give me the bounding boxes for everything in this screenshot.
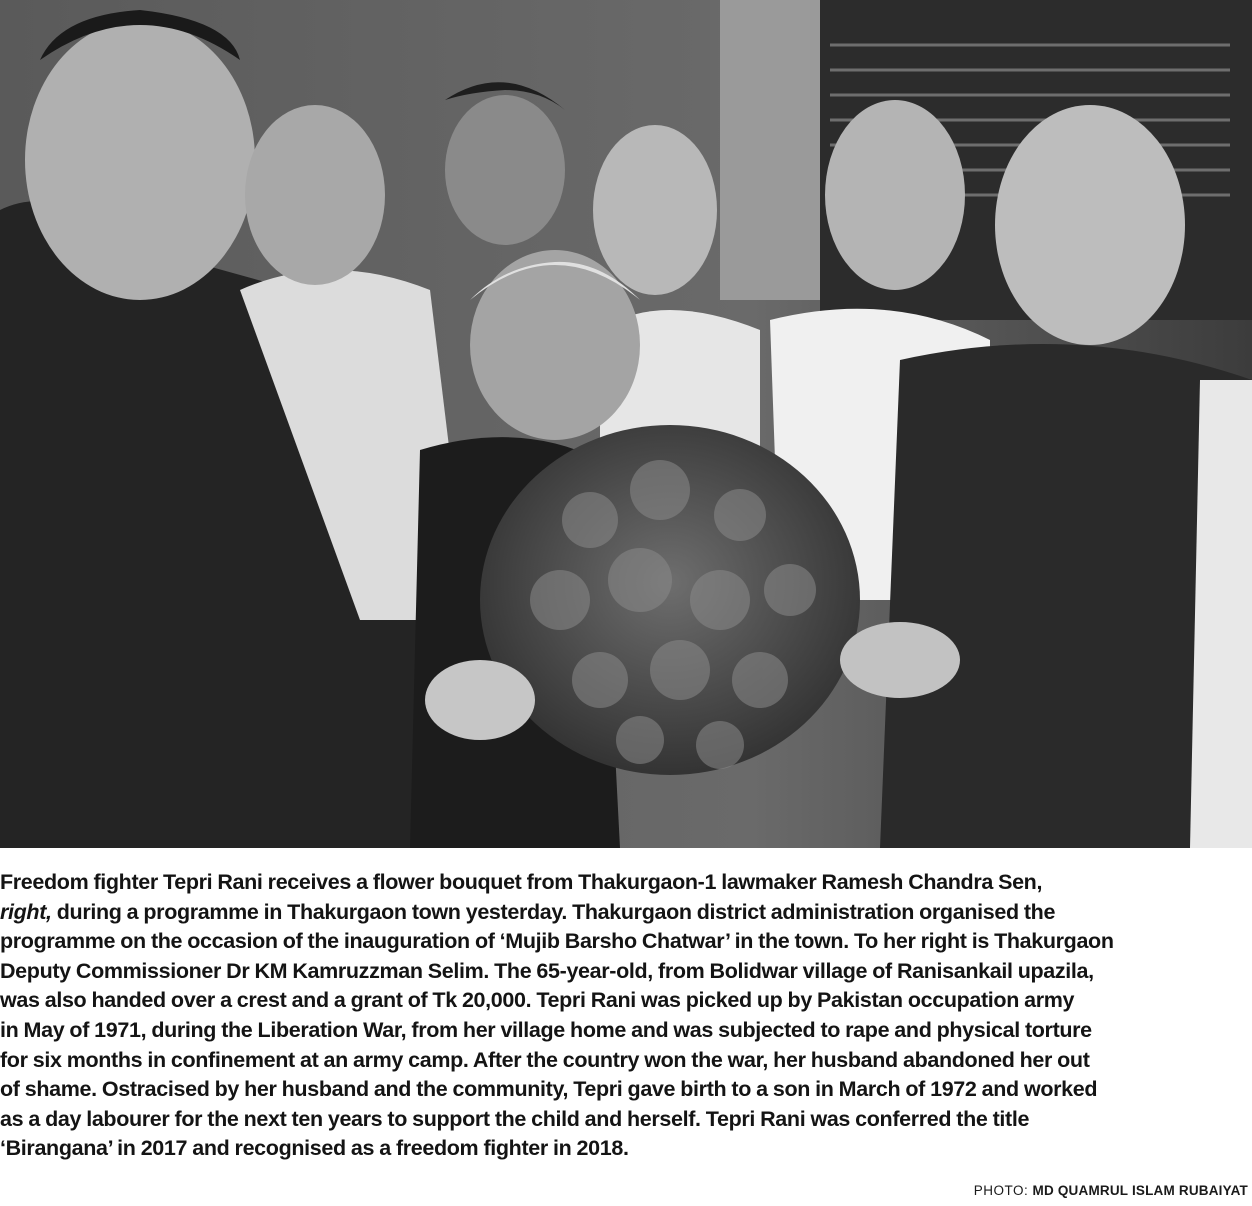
photo-credit [974, 1183, 1248, 1198]
photo-credit-label: PHOTO: [973, 1183, 1033, 1198]
caption-line-6: in May of 1971, during the Liberation War, from her village home and was subjected to rape and physical torture [0, 1017, 1092, 1042]
caption-line-5: was also handed over a crest and a grant of Tk 20,000. Tepri Rani was picked up by Pakistan occupation army [0, 988, 1075, 1013]
caption-line-1: Freedom fighter Tepri Rani receives a flower bouquet from Thakurgaon-1 lawmaker Ramesh Chandra Sen, [0, 870, 1043, 894]
photo-caption [0, 868, 1252, 1164]
caption-line-9: as a day labourer for the next ten years to support the child and herself. Tepri Rani was conferred the title [0, 1106, 1030, 1131]
caption-line-3: programme on the occasion of the inauguration of ‘Mujib Barsho Chatwar’ in the town. To her right is Thakurgaon [0, 929, 1114, 954]
caption-line-7: for six months in confinement at an army camp. After the country won the war, her husband abandoned her out [0, 1047, 1090, 1072]
caption-line-10: ‘Birangana’ in 2017 and recognised as a freedom fighter in 2018. [0, 1136, 629, 1161]
photo-credit-name: MD QUAMRUL ISLAM RUBAIYAT [1032, 1183, 1248, 1198]
caption-line-2 [0, 898, 1252, 928]
caption-line-2-text: during a programme in Thakurgaon town yesterday. Thakurgaon district administration organised the [51, 899, 1056, 924]
caption-line-8: of shame. Ostracised by her husband and the community, Tepri gave birth to a son in March of 1972 and worked [0, 1077, 1098, 1102]
caption-line-4: Deputy Commissioner Dr KM Kamruzzman Selim. The 65-year-old, from Bolidwar village of Ranisankail upazila, [0, 958, 1094, 983]
caption-italic-word: right, [0, 899, 52, 924]
